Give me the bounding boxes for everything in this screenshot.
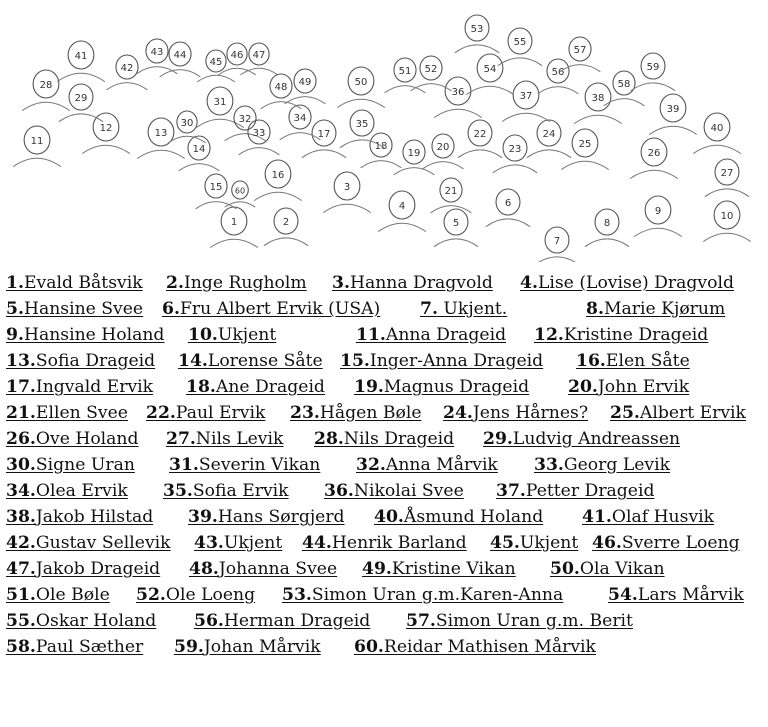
figure-shoulders (431, 206, 472, 213)
legend-row (6, 608, 766, 634)
figure-4 (378, 191, 426, 232)
figure-shoulders (160, 70, 201, 77)
figure-number: 2 (282, 217, 290, 228)
figure-shoulders (210, 239, 258, 247)
figure-25 (561, 129, 609, 170)
figure-60 (225, 181, 256, 207)
figure-39 (649, 94, 697, 135)
legend-entry-56: 56.Herman Drageid (194, 611, 371, 631)
legend-row (6, 634, 766, 660)
figure-shoulders (502, 113, 550, 121)
figure-42 (107, 55, 148, 90)
figure-number: 46 (230, 50, 244, 61)
legend-row (6, 348, 766, 374)
figure-number: 10 (720, 211, 734, 222)
figure-number: 23 (508, 144, 522, 155)
figure-14 (179, 136, 220, 171)
legend-entry-24: 24.Jens Hårnes? (443, 403, 589, 423)
legend-entry-13: 13.Sofia Drageid (6, 351, 156, 371)
figure-number: 30 (180, 118, 194, 129)
figure-number: 24 (542, 129, 556, 140)
figure-16 (254, 160, 302, 201)
legend-row (6, 530, 766, 556)
figure-shoulders (527, 150, 571, 158)
figure-11 (13, 126, 61, 167)
legend-entry-38: 38.Jakob Hilstad (6, 507, 154, 527)
figure-shoulders (264, 238, 308, 246)
figure-number: 43 (150, 47, 164, 58)
legend-entry-18: 18.Ane Drageid (186, 377, 325, 397)
figure-shoulders (486, 219, 530, 227)
figure-shoulders (59, 114, 103, 122)
legend-entry-53: 53.Simon Uran g.m.Karen-Anna (282, 585, 564, 605)
figure-shoulders (197, 75, 234, 82)
figure-shoulders (337, 99, 385, 107)
figure-number: 15 (209, 182, 223, 193)
legend-entry-45: 45.Ukjent (490, 533, 579, 553)
figure-number: 18 (374, 141, 388, 152)
legend-entry-59: 59.Johan Mårvik (174, 637, 321, 657)
figure-shoulders (455, 45, 499, 53)
figure-20 (423, 134, 464, 169)
figure-33 (239, 120, 280, 155)
figure-number: 21 (444, 186, 458, 197)
figure-10 (703, 201, 751, 242)
figure-number: 22 (473, 129, 487, 140)
legend-entry-46: 46.Sverre Loeng (592, 533, 740, 553)
figure-5 (434, 209, 478, 247)
figure-number: 49 (298, 77, 312, 88)
figure-number: 14 (192, 144, 206, 155)
figure-24 (527, 120, 571, 158)
figure-number: 26 (647, 148, 661, 159)
legend-entry-50: 50.Ola Vikan (550, 559, 665, 579)
legend-entry-25: 25.Albert Ervik (610, 403, 746, 423)
figure-number: 36 (451, 87, 465, 98)
figure-number: 42 (120, 63, 134, 74)
figure-number: 3 (343, 182, 351, 193)
legend-row (6, 270, 766, 296)
figure-shoulders (585, 239, 629, 247)
figure-12 (82, 113, 130, 154)
legend-entry-34: 34.Olea Ervik (6, 481, 128, 501)
legend-entry-3: 3.Hanna Dragvold (332, 273, 493, 293)
figure-number: 20 (436, 142, 450, 153)
figure-shoulders (498, 58, 542, 66)
figure-number: 19 (407, 148, 421, 159)
figure-shoulders (693, 145, 741, 153)
figure-shoulders (107, 83, 148, 90)
legend-entry-43: 43.Ukjent (194, 533, 283, 553)
figure-shoulders (394, 168, 435, 175)
figure-51 (385, 58, 426, 93)
figure-number: 31 (213, 97, 227, 108)
legend-entry-49: 49.Kristine Vikan (362, 559, 516, 579)
legend-entry-48: 48.Johanna Svee (189, 559, 338, 579)
figure-shoulders (466, 86, 514, 94)
figure-number: 60 (234, 186, 246, 196)
figure-shoulders (179, 164, 220, 171)
legend-entry-51: 51.Ole Bøle (6, 585, 110, 605)
figure-number: 7 (553, 236, 561, 247)
figure-number: 47 (252, 50, 266, 61)
figure-54 (466, 54, 514, 95)
figure-shoulders (261, 102, 302, 109)
figure-number: 45 (209, 57, 223, 68)
figure-57 (560, 37, 601, 72)
figure-shoulders (634, 228, 682, 236)
figure-29 (59, 84, 103, 122)
figure-shoulders (361, 161, 402, 168)
figure-number: 33 (252, 128, 266, 139)
legend-entry-40: 40.Åsmund Holand (374, 507, 544, 527)
figure-30 (168, 111, 205, 143)
figure-41 (57, 41, 105, 82)
legend-entry-57: 57.Simon Uran g.m. Berit (406, 611, 633, 631)
legend-row (6, 556, 766, 582)
legend-entry-4: 4.Lise (Lovise) Dragvold (520, 273, 734, 293)
figure-28 (22, 70, 70, 111)
legend-entry-11: 11.Anna Drageid (356, 325, 507, 345)
legend-entry-29: 29.Ludvig Andreassen (483, 429, 681, 449)
legend-entry-52: 52.Ole Loeng (136, 585, 256, 605)
legend-row (6, 478, 766, 504)
figure-number: 16 (271, 170, 285, 181)
figure-number: 55 (513, 37, 527, 48)
figure-shoulders (604, 99, 645, 106)
figure-48 (261, 74, 302, 109)
legend-entry-30: 30.Signe Uran (6, 455, 135, 475)
figure-50 (337, 67, 385, 108)
legend-entry-20: 20.John Ervik (568, 377, 690, 397)
figure-shoulders (137, 67, 178, 74)
legend-row (6, 374, 766, 400)
figure-number: 12 (99, 123, 113, 134)
figure-22 (458, 120, 502, 158)
figure-shoulders (493, 165, 537, 173)
figure-shoulders (703, 233, 751, 241)
legend-entry-2: 2.Inge Rugholm (166, 273, 307, 293)
figure-shoulders (22, 102, 70, 110)
figure-shoulders (560, 65, 601, 72)
figure-number: 28 (39, 80, 53, 91)
figure-shoulders (385, 86, 426, 93)
figure-shoulders (302, 150, 346, 158)
legend-row (6, 582, 766, 608)
figure-number: 34 (293, 113, 307, 124)
figure-number: 57 (573, 45, 587, 56)
legend-entry-36: 36.Nikolai Svee (324, 481, 464, 501)
legend-entry-35: 35.Sofia Ervik (163, 481, 289, 501)
figure-36 (434, 77, 482, 118)
legend-entry-15: 15.Inger-Anna Drageid (340, 351, 544, 371)
figure-number: 25 (578, 139, 592, 150)
legend-row (6, 400, 766, 426)
figure-59 (631, 53, 675, 91)
figure-number: 52 (424, 64, 438, 75)
figure-number: 51 (398, 66, 412, 77)
legend-entry-27: 27.Nils Levik (166, 429, 284, 449)
legend-entry-28: 28.Nils Drageid (314, 429, 455, 449)
legend-row (6, 322, 766, 348)
figure-number: 32 (238, 114, 252, 125)
legend-entry-26: 26.Ove Holand (6, 429, 139, 449)
figure-shoulders (535, 257, 579, 262)
figure-number: 8 (603, 218, 611, 229)
figure-21 (431, 178, 472, 213)
figure-17 (302, 120, 346, 158)
legend-entry-5: 5.Hansine Svee (6, 299, 144, 319)
figure-number: 11 (30, 136, 44, 147)
figure-19 (394, 140, 435, 175)
figure-shoulders (538, 87, 579, 94)
figure-number: 41 (74, 51, 88, 62)
name-legend (6, 270, 766, 660)
figure-8 (585, 209, 629, 247)
figure-53 (455, 15, 499, 53)
legend-entry-58: 58.Paul Sæther (6, 637, 144, 657)
figure-number: 37 (519, 91, 533, 102)
legend-entry-54: 54.Lars Mårvik (608, 585, 744, 605)
figure-43 (137, 39, 178, 74)
figure-number: 27 (720, 168, 734, 179)
legend-entry-41: 41.Olaf Husvik (582, 507, 715, 527)
figure-37 (502, 81, 550, 122)
legend-entry-23: 23.Hågen Bøle (290, 403, 422, 423)
figure-45 (197, 50, 234, 82)
figure-shoulders (631, 83, 675, 91)
figure-number: 54 (483, 64, 497, 75)
legend-entry-42: 42.Gustav Sellevik (6, 533, 171, 553)
legend-entry-55: 55.Oskar Holand (6, 611, 157, 631)
figure-shoulders (378, 223, 426, 231)
figure-2 (264, 208, 308, 246)
legend-entry-21: 21.Ellen Svee (6, 403, 128, 423)
figure-number: 38 (591, 93, 605, 104)
legend-entry-37: 37.Petter Drageid (496, 481, 655, 501)
legend-row (6, 426, 766, 452)
figure-58 (604, 71, 645, 106)
figure-shoulders (13, 158, 61, 166)
figure-number: 29 (74, 93, 88, 104)
figure-shoulders (137, 150, 185, 158)
figure-shoulders (434, 239, 478, 247)
legend-entry-8: 8.Marie Kjørum (586, 299, 726, 319)
figure-56 (538, 59, 579, 94)
figure-shoulders (458, 150, 502, 158)
figure-shoulders (561, 161, 609, 169)
figure-6 (486, 189, 530, 227)
figure-number: 48 (274, 82, 288, 93)
legend-entry-31: 31.Severin Vikan (169, 455, 321, 475)
figure-shoulders (239, 148, 280, 155)
legend-entry-60: 60.Reidar Mathisen Mårvik (354, 637, 596, 657)
figure-shoulders (225, 202, 256, 207)
figure-number: 53 (470, 24, 484, 35)
figure-27 (705, 159, 749, 197)
figure-shoulders (434, 109, 482, 117)
figure-number: 44 (173, 50, 187, 61)
legend-entry-33: 33.Georg Levik (534, 455, 671, 475)
figure-number: 58 (617, 79, 631, 90)
figure-44 (160, 42, 201, 77)
figure-9 (634, 196, 682, 237)
legend-entry-17: 17.Ingvald Ervik (6, 377, 154, 397)
figure-52 (411, 56, 452, 91)
figure-number: 39 (666, 104, 680, 115)
figure-40 (693, 113, 741, 154)
figure-number: 4 (398, 201, 406, 212)
figure-18 (361, 133, 402, 168)
figure-number: 1 (230, 217, 238, 228)
legend-entry-39: 39.Hans Sørgjerd (188, 507, 345, 527)
figure-49 (285, 69, 326, 104)
legend-entry-44: 44.Henrik Barland (302, 533, 467, 553)
figure-shoulders (705, 189, 749, 197)
legend-entry-22: 22.Paul Ervik (146, 403, 266, 423)
figure-number: 56 (551, 67, 565, 78)
figure-7 (535, 227, 579, 262)
legend-entry-16: 16.Elen Såte (576, 351, 690, 371)
figure-number: 35 (355, 119, 369, 130)
legend-entry-1: 1.Evald Båtsvik (6, 273, 143, 293)
figure-shoulders (649, 126, 697, 134)
legend-entry-32: 32.Anna Mårvik (356, 455, 498, 475)
figure-number: 13 (154, 128, 168, 139)
legend-entry-14: 14.Lorense Såte (178, 351, 323, 371)
figure-55 (498, 28, 542, 66)
legend-row (6, 452, 766, 478)
figure-number: 5 (452, 218, 460, 229)
legend-entry-9: 9.Hansine Holand (6, 325, 165, 345)
figure-34 (280, 105, 321, 140)
legend-entry-19: 19.Magnus Drageid (354, 377, 530, 397)
figure-number: 40 (710, 123, 724, 134)
figure-number: 9 (654, 206, 662, 217)
figure-shoulders (82, 145, 130, 153)
legend-entry-6: 6.Fru Albert Ervik (USA) (162, 299, 381, 319)
figure-31 (196, 87, 244, 128)
figure-number: 17 (317, 129, 331, 140)
figure-shoulders (280, 133, 321, 140)
figure-shoulders (323, 204, 371, 212)
figure-shoulders (574, 115, 622, 123)
legend-entry-10: 10.Ukjent (188, 325, 277, 345)
figure-shoulders (168, 136, 205, 143)
figure-shoulders (423, 162, 464, 169)
legend-row (6, 296, 766, 322)
figure-shoulders (630, 170, 678, 178)
figure-number: 50 (354, 77, 368, 88)
figure-shoulders (57, 73, 105, 81)
figure-23 (493, 135, 537, 173)
figure-26 (630, 138, 678, 179)
figure-number: 6 (504, 198, 512, 209)
figure-shoulders (254, 192, 302, 200)
legend-entry-47: 47.Jakob Drageid (6, 559, 161, 579)
legend-entry-12: 12.Kristine Drageid (534, 325, 709, 345)
legend-entry-7: 7. Ukjent. (420, 299, 508, 319)
group-sketch (0, 0, 768, 262)
figure-3 (323, 172, 371, 213)
figure-1 (210, 207, 258, 248)
legend-row (6, 504, 766, 530)
figure-number: 59 (646, 62, 660, 73)
